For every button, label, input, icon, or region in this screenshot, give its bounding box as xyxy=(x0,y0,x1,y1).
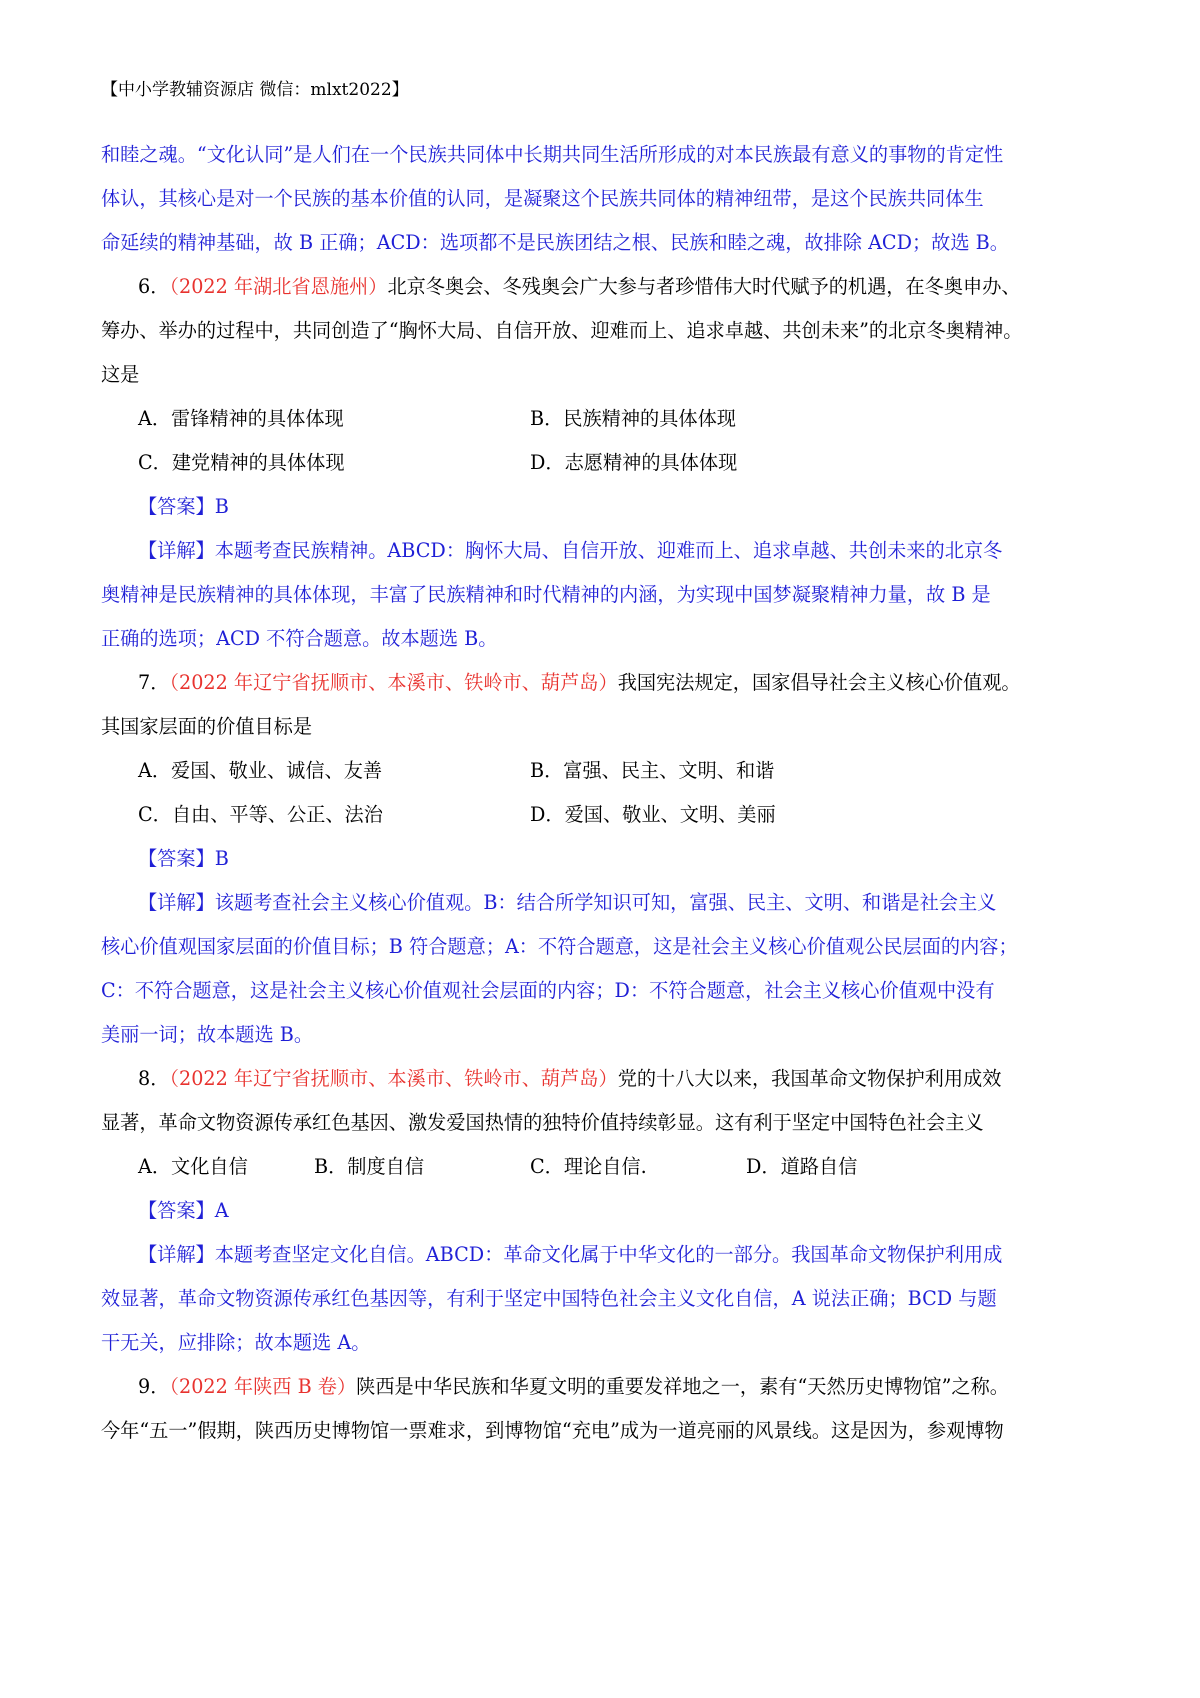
explanation-line xyxy=(138,890,996,916)
explanation-line: C：不符合题意，这是社会主义核心价值观社会层面的内容；D：不符合题意，社会主义核心价值观中没有 xyxy=(101,979,995,1002)
option-a: A．爱国、敬业、诚信、友善 xyxy=(138,759,383,782)
option-c: C．理论自信. xyxy=(530,1155,647,1178)
question-text: 筹办、举办的过程中，共同创造了“胸怀大局、自信开放、迎难而上、追求卓越、共创未来”的北京冬奥精神。 xyxy=(101,319,1023,342)
option-c: C．建党精神的具体体现 xyxy=(138,451,345,474)
explanation-line: 奥精神是民族精神的具体体现，丰富了民族精神和时代精神的内涵，为实现中国梦凝聚精神力量，故 B 是 xyxy=(101,583,991,606)
question-7-stem xyxy=(138,670,1021,696)
question-text: 其国家层面的价值目标是 xyxy=(101,715,313,738)
option-b: B．富强、民主、文明、和谐 xyxy=(530,759,775,782)
option-c: C．自由、平等、公正、法治 xyxy=(138,803,383,826)
explanation-line: 美丽一词；故本题选 B。 xyxy=(101,1023,314,1046)
explanation-line: 和睦之魂。“文化认同”是人们在一个民族共同体中长期共同生活所形成的对本民族最有意义的事物的肯定性 xyxy=(101,143,1004,166)
option-a: A．雷锋精神的具体体现 xyxy=(138,407,344,430)
question-source: （2022 年辽宁省抚顺市、本溪市、铁岭市、葫芦岛） xyxy=(169,1067,618,1090)
question-9-stem xyxy=(138,1374,1009,1400)
question-8-stem xyxy=(138,1066,1001,1092)
question-text: 陕西是中华民族和华夏文明的重要发祥地之一，素有“天然历史博物馆”之称。 xyxy=(356,1375,1009,1398)
explanation-line: 命延续的精神基础，故 B 正确；ACD：选项都不是民族团结之根、民族和睦之魂，故排除 ACD；故选 B。 xyxy=(101,231,1009,254)
option-b: B．民族精神的具体体现 xyxy=(530,407,736,430)
question-number: 7． xyxy=(138,671,170,694)
option-d: D．道路自信 xyxy=(746,1155,858,1178)
answer: 【答案】B xyxy=(138,847,229,870)
question-source: （2022 年湖北省恩施州） xyxy=(169,275,388,298)
question-text: 今年“五一”假期，陕西历史博物馆一票难求，到博物馆“充电”成为一道亮丽的风景线。这是因为，参观博物 xyxy=(101,1419,1004,1442)
explanation-text: 本题考查坚定文化自信。ABCD：革命文化属于中华文化的一部分。我国革命文物保护利用成 xyxy=(214,1243,1003,1266)
explanation-label: 【详解】 xyxy=(138,539,215,562)
question-6-stem xyxy=(138,274,1021,300)
question-text: 这是 xyxy=(101,363,140,386)
explanation-line: 干无关，应排除；故本题选 A。 xyxy=(101,1331,371,1354)
explanation-line: 体认，其核心是对一个民族的基本价值的认同，是凝聚这个民族共同体的精神纽带，是这个民族共同体生 xyxy=(101,187,984,210)
option-d: D．志愿精神的具体体现 xyxy=(530,451,738,474)
page-header: 【中小学教辅资源店 微信：mlxt2022】 xyxy=(101,80,409,100)
question-text: 显著，革命文物资源传承红色基因、激发爱国热情的独特价值持续彰显。这有利于坚定中国特色社会主义 xyxy=(101,1111,984,1134)
question-source: （2022 年陕西 B 卷） xyxy=(169,1375,357,1398)
question-number: 9． xyxy=(138,1375,170,1398)
question-text: 党的十八大以来，我国革命文物保护利用成效 xyxy=(617,1067,1002,1090)
answer: 【答案】B xyxy=(138,495,229,518)
explanation-label: 【详解】 xyxy=(138,891,215,914)
question-number: 6． xyxy=(138,275,170,298)
explanation-line xyxy=(138,1242,1002,1268)
option-b: B．制度自信 xyxy=(314,1155,425,1178)
explanation-line xyxy=(138,538,1002,564)
question-number: 8． xyxy=(138,1067,170,1090)
question-source: （2022 年辽宁省抚顺市、本溪市、铁岭市、葫芦岛） xyxy=(169,671,618,694)
question-text: 我国宪法规定，国家倡导社会主义核心价值观。 xyxy=(617,671,1021,694)
option-d: D．爱国、敬业、文明、美丽 xyxy=(530,803,776,826)
explanation-label: 【详解】 xyxy=(138,1243,215,1266)
answer: 【答案】A xyxy=(138,1199,229,1222)
option-a: A．文化自信 xyxy=(138,1155,248,1178)
explanation-text: 本题考查民族精神。ABCD：胸怀大局、自信开放、迎难而上、追求卓越、共创未来的北京冬 xyxy=(214,539,1003,562)
explanation-line: 效显著，革命文物资源传承红色基因等，有利于坚定中国特色社会主义文化自信，A 说法正确；BCD 与题 xyxy=(101,1287,997,1310)
question-text: 北京冬奥会、冬残奥会广大参与者珍惜伟大时代赋予的机遇，在冬奥申办、 xyxy=(387,275,1021,298)
explanation-text: 该题考查社会主义核心价值观。B：结合所学知识可知，富强、民主、文明、和谐是社会主义 xyxy=(214,891,997,914)
explanation-line: 正确的选项；ACD 不符合题意。故本题选 B。 xyxy=(101,627,498,650)
explanation-line: 核心价值观国家层面的价值目标；B 符合题意；A：不符合题意，这是社会主义核心价值观公民层面的内容； xyxy=(101,935,1018,958)
